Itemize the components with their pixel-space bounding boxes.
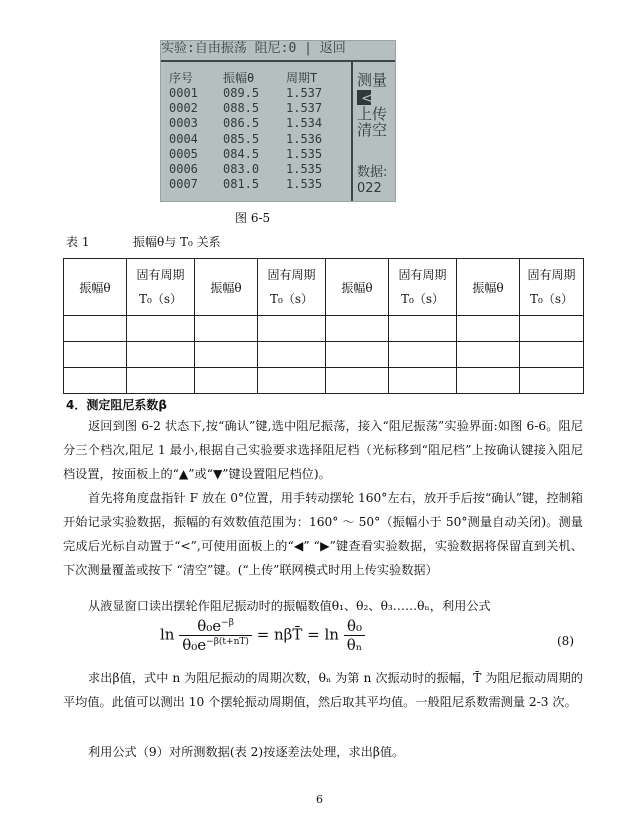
lcd-side-upload: 上传 <box>357 105 388 123</box>
table-header-period-line2: T₀（s） <box>270 292 313 306</box>
table-header-amplitude: 振幅θ <box>79 280 111 295</box>
lcd-screen-photo <box>160 40 396 202</box>
paragraph-4: 求出β值，式中 n 为阻尼振动的周期次数，θₙ 为第 n 次振动时的振幅，T̄ 为阻尼振动周期的平均值。此值可以测出 10 个摆轮振动周期值，然后取其平均值。一般阻尼系数需测量 2-3 次。 <box>63 671 583 709</box>
lcd-cell-period: 1.535 <box>286 146 323 161</box>
table-header-period-line1: 固有周期 <box>267 268 316 282</box>
lcd-cell-amplitude: 084.5 <box>223 146 260 161</box>
lcd-cell-amplitude: 081.5 <box>223 177 260 192</box>
eq-num-exp: −β <box>221 618 234 628</box>
eq-rhs-den: θₙ <box>346 636 363 654</box>
eq-den-base: θ₀e <box>182 636 207 654</box>
paragraph-1: 返回到图 6-2 状态下,按“确认”键,选中阻尼振荡，接入“阻尼振荡”实验界面:如图 6-6。阻尼分三个档次,阻尼 1 最小,根据自己实验要求选择阻尼档（光标移到“阻尼档”上按确认键接入阻尼档设置，按面板上的“▲”或“▼”键设置阻尼档位)。 <box>63 419 583 481</box>
lcd-cell-amplitude: 088.5 <box>223 101 260 116</box>
lcd-side-data-value: 022 <box>357 181 382 196</box>
lcd-cell-amplitude: 085.5 <box>223 131 260 146</box>
table-row <box>64 342 584 368</box>
table-header-amplitude: 振幅θ <box>472 280 504 295</box>
lcd-cell-period: 1.535 <box>286 162 323 176</box>
table-header-period-line1: 固有周期 <box>136 268 185 282</box>
table-row <box>64 368 584 394</box>
table-header-period-line2: T₀（s） <box>401 292 444 306</box>
lcd-cell-amplitude: 083.0 <box>223 162 260 176</box>
page-number: 6 <box>316 793 323 806</box>
lcd-side-measure: 测量 <box>357 71 388 89</box>
equation-number: (8) <box>557 634 574 648</box>
lcd-cell-period: 1.535 <box>286 177 323 192</box>
lcd-col-header-index: 序号 <box>169 71 194 85</box>
lcd-cell-index: 0006 <box>169 162 198 176</box>
table-header-period-line1: 固有周期 <box>398 268 447 282</box>
table-header-amplitude: 振幅θ <box>210 280 242 295</box>
paragraph-5: 利用公式（9）对所测数据(表 2)按逐差法处理，求出β值。 <box>88 745 405 759</box>
table-header-period-line2: T₀（s） <box>139 292 182 306</box>
figure-caption: 图 6-5 <box>235 211 271 225</box>
eq-rhs-fraction <box>344 617 366 654</box>
lcd-side-clear: 清空 <box>357 121 388 139</box>
eq-den-exp: −β(t+nT) <box>206 637 249 647</box>
lcd-col-header-amplitude: 振幅θ <box>223 71 255 85</box>
eq-num-base: θ₀e <box>197 617 222 635</box>
lcd-cell-amplitude: 086.5 <box>223 116 260 131</box>
lcd-cell-period: 1.534 <box>286 116 323 131</box>
lcd-cell-period: 1.537 <box>286 101 323 116</box>
lcd-cell-index: 0001 <box>169 86 198 100</box>
lcd-cell-index: 0005 <box>169 146 198 161</box>
lcd-cell-amplitude: 089.5 <box>223 86 260 100</box>
lcd-side-arrows: < > <box>361 89 391 107</box>
lcd-side-data-label: 数据: <box>357 165 388 180</box>
eq-lhs-fraction <box>179 617 252 654</box>
eq-rhs-num: θ₀ <box>344 617 366 636</box>
table-number: 表 1 <box>66 235 90 249</box>
lcd-col-header-period: 周期T <box>286 71 318 85</box>
lcd-divider-horizontal <box>161 60 396 62</box>
paragraph-2: 首先将角度盘指针 F 放在 0°位置，用手转动摆轮 160°左右，放开手后按“确认”键，控制箱开始记录实验数据，振幅的有效数值范围为：160° ～ 50°（振幅小于 50°测量自动关闭)。测量完成后光标自动置于“<”,可使用面板上的“◀” “▶”键查看实验数据，实验数据将保留直到关机、下次测量覆盖或按下 “清空”键。(“上传”联网模式时用上传实验数据） <box>63 491 583 577</box>
eq-ln-1: ln <box>160 625 175 644</box>
lcd-cell-index: 0004 <box>169 131 198 146</box>
eq-middle: = nβT̄ = ln <box>256 625 339 644</box>
table-title: 振幅θ与 T₀ 关系 <box>133 235 221 249</box>
amplitude-period-table <box>63 258 584 394</box>
table-header-period-line2: T₀（s） <box>530 292 573 306</box>
lcd-cell-index: 0003 <box>169 116 198 131</box>
lcd-cell-index: 0002 <box>169 101 198 116</box>
section-title: 4．测定阻尼系数β <box>66 398 167 412</box>
table-header-amplitude: 振幅θ <box>341 280 373 295</box>
paragraph-3: 从液显窗口读出摆轮作阻尼振动时的振幅数值θ₁、θ₂、θ₃……θₙ，利用公式 <box>88 599 491 613</box>
lcd-cell-index: 0007 <box>169 177 198 192</box>
lcd-header: 实验:自由振荡 阻尼:0 | 返回 <box>161 41 346 56</box>
table-row <box>64 316 584 342</box>
table-header-period-line1: 固有周期 <box>527 268 576 282</box>
table-header-row <box>64 259 584 316</box>
lcd-cell-period: 1.536 <box>286 131 323 146</box>
lcd-divider-vertical <box>351 61 353 202</box>
lcd-cell-period: 1.537 <box>286 86 323 100</box>
